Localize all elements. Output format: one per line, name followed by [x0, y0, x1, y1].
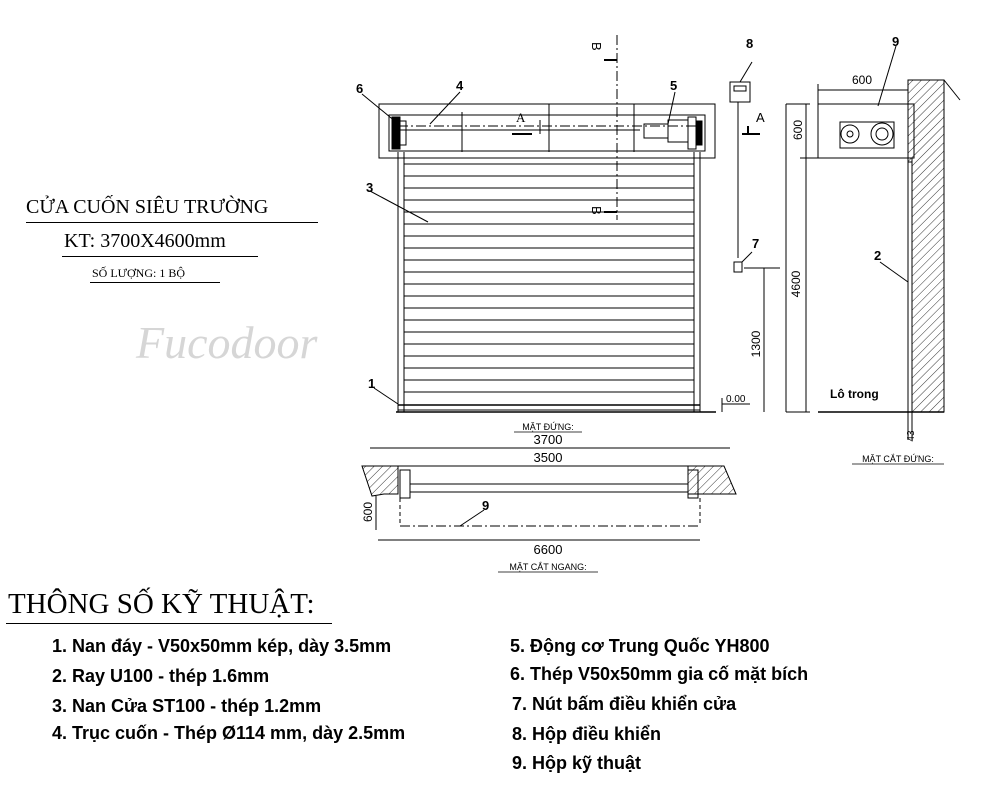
- leader-9-plan: [460, 510, 484, 526]
- roller-housing: [389, 115, 705, 151]
- level-zero: 0.00: [726, 394, 746, 405]
- watermark-logo: Fucodoor: [136, 317, 318, 368]
- spec-item-5: 5. Động cơ Trung Quốc YH800: [510, 636, 770, 656]
- technical-box: [379, 104, 715, 158]
- wall-hatch: [908, 80, 944, 412]
- shaft-circle: [841, 125, 859, 143]
- dim-1300: 1300: [749, 330, 763, 358]
- callout-2: 2: [874, 248, 882, 263]
- dim-6600: 6600: [533, 542, 563, 557]
- leader-1: [374, 388, 398, 404]
- left-rail-plan: [400, 470, 410, 498]
- callout-9-plan: 9: [482, 498, 490, 513]
- side-section-label: MẶT CẮT ĐỨNG:: [862, 454, 934, 464]
- spec-heading-underline: [6, 623, 332, 624]
- callout-9: 9: [892, 34, 900, 49]
- motor-circle: [871, 123, 893, 145]
- dim-4600: 4600: [789, 270, 803, 298]
- drawing-title: CỬA CUỐN SIÊU TRƯỜNG: [26, 196, 269, 218]
- dim-43: 43: [906, 430, 917, 442]
- leader-3: [370, 191, 428, 222]
- drawing-quantity: SỐ LƯỢNG: 1 BỘ: [92, 266, 185, 280]
- spec-item-7: 7. Nút bấm điều khiển cửa: [512, 694, 737, 714]
- section-a-left: A: [516, 110, 526, 125]
- callout-4: 4: [456, 78, 464, 93]
- dim-600-plan: 600: [361, 501, 375, 523]
- spec-item-8: 8. Hộp điều khiển: [512, 724, 662, 744]
- dim-600-side: 600: [791, 119, 805, 141]
- spec-item-1: 1. Nan đáy - V50x50mm kép, dày 3.5mm: [52, 636, 392, 656]
- left-wall-plan: [362, 466, 398, 496]
- spec-item-3: 3. Nan Cửa ST100 - thép 1.2mm: [52, 696, 322, 716]
- door-curtain-slats: [404, 164, 694, 392]
- plan-section-label: MẶT CẮT NGANG:: [509, 562, 587, 572]
- dim-3500: 3500: [533, 450, 563, 465]
- leader-8: [740, 62, 752, 82]
- dim-3700: 3700: [533, 432, 563, 447]
- front-view-label: MẶT ĐỨNG:: [522, 422, 574, 432]
- spec-heading: THÔNG SỐ KỸ THUẬT:: [8, 588, 315, 620]
- leader-7: [742, 252, 752, 262]
- control-box: [730, 82, 750, 102]
- section-b-bottom: B: [589, 206, 604, 215]
- callout-8: 8: [746, 36, 754, 51]
- lo-trong-label: Lô trong: [830, 387, 879, 401]
- spec-item-2: 2. Ray U100 - thép 1.6mm: [52, 666, 270, 686]
- spec-item-4: 4. Trục cuốn - Thép Ø114 mm, dày 2.5mm: [52, 723, 406, 743]
- door-button: [734, 262, 742, 272]
- side-box: [818, 104, 914, 158]
- spec-item-6: 6. Thép V50x50mm gia cố mặt bích: [510, 664, 809, 684]
- callout-7: 7: [752, 236, 760, 251]
- leader-5: [668, 92, 675, 124]
- drawing-size: KT: 3700X4600mm: [64, 230, 226, 252]
- leader-2: [880, 262, 908, 282]
- right-flange: [688, 117, 696, 149]
- section-b-top: B: [589, 42, 604, 51]
- leader-4: [430, 92, 460, 124]
- callout-3: 3: [366, 180, 374, 195]
- dim-600-top-label: 600: [852, 73, 873, 87]
- side-section: [818, 46, 960, 440]
- callout-5: 5: [670, 78, 678, 93]
- callout-6: 6: [356, 81, 364, 96]
- spec-item-9: 9. Hộp kỹ thuật: [512, 753, 642, 773]
- section-a-right: A: [756, 110, 765, 125]
- callout-1: 1: [368, 376, 376, 391]
- leader-9: [878, 46, 896, 106]
